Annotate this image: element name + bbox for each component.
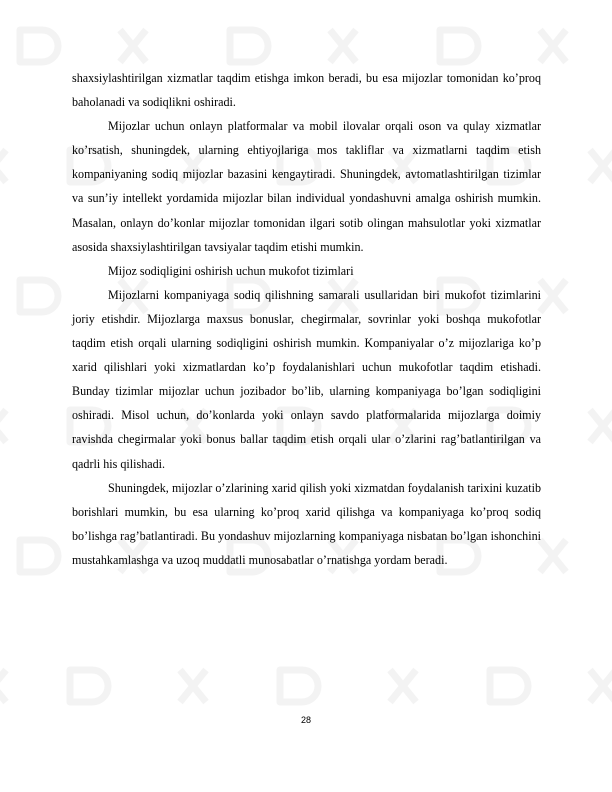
- section-heading: Mijoz sodiqligini oshirish uchun mukofot tizimlari: [108, 263, 354, 278]
- document-body: [72, 66, 541, 572]
- paragraph-continuation: shaxsiylashtirilgan xizmatlar taqdim etishga imkon beradi, bu esa mijozlar tomonidan ko’proq baholanadi va sodiqlikni oshiradi.: [72, 71, 541, 110]
- paragraph-purchase-history: Shuningdek, mijozlar o’zlarining xarid qilish yoki xizmatdan foydalanish tarixini kuzatib borishlari mumkin, bu esa ularning ko’proq xarid qilishga va kompaniyaga ko’proq sodiq bo’lishga rag’batlantiradi. Bu yondashuv mijozlarning kompaniyaga nisbatan bo’lgan ishonchini mustahkamlashga va uzoq muddatli munosabatlar o’rnatishga yordam beradi.: [72, 480, 541, 567]
- page-number: 28: [300, 715, 311, 725]
- paragraph-online-platforms: Mijozlar uchun onlayn platformalar va mobil ilovalar orqali oson va qulay xizmatlar ko’rsatish, shuningdek, ularning ehtiyojlariga mos takliflar va xizmatlarni taqdim etish kompaniyaning sodiq mijozlar bazasini kengaytiradi. Shuningdek, avtomatlashtirilgan tizimlar va sun’iy intellekt yordamida mijozlar bilan individual yondashuvni amalga oshirish mumkin. Masalan, onlayn do’konlar mijozlar tomonidan ilgari sotib olingan mahsulotlar yoki xizmatlar asosida shaxsiylashtirilgan tavsiyalar taqdim etishi mumkin.: [72, 119, 541, 254]
- paragraph-reward-systems: Mijozlarni kompaniyaga sodiq qilishning samarali usullaridan biri mukofot tizimlarini joriy etishdir. Mijozlarga maxsus bonuslar, chegirmalar, sovrinlar yoki boshqa mukofotlar taqdim etish orqali ularning sodiqligini oshirish mumkin. Kompaniyalar o’z mijozlariga ko’p xarid qilishlari yoki xizmatlardan ko’p foydalanishlari uchun mukofotlar taqdim etishadi. Bunday tizimlar mijozlar uchun jozibador bo’lib, ularning kompaniyaga bo’lgan sodiqligini oshiradi. Misol uchun, do’konlarda yoki onlayn savdo platformalarida mijozlarga doimiy ravishda chegirmalar yoki bonus ballar taqdim etish orqali ular o’zlarini rag’batlantirilgan va qadrli his qilishadi.: [72, 287, 541, 471]
